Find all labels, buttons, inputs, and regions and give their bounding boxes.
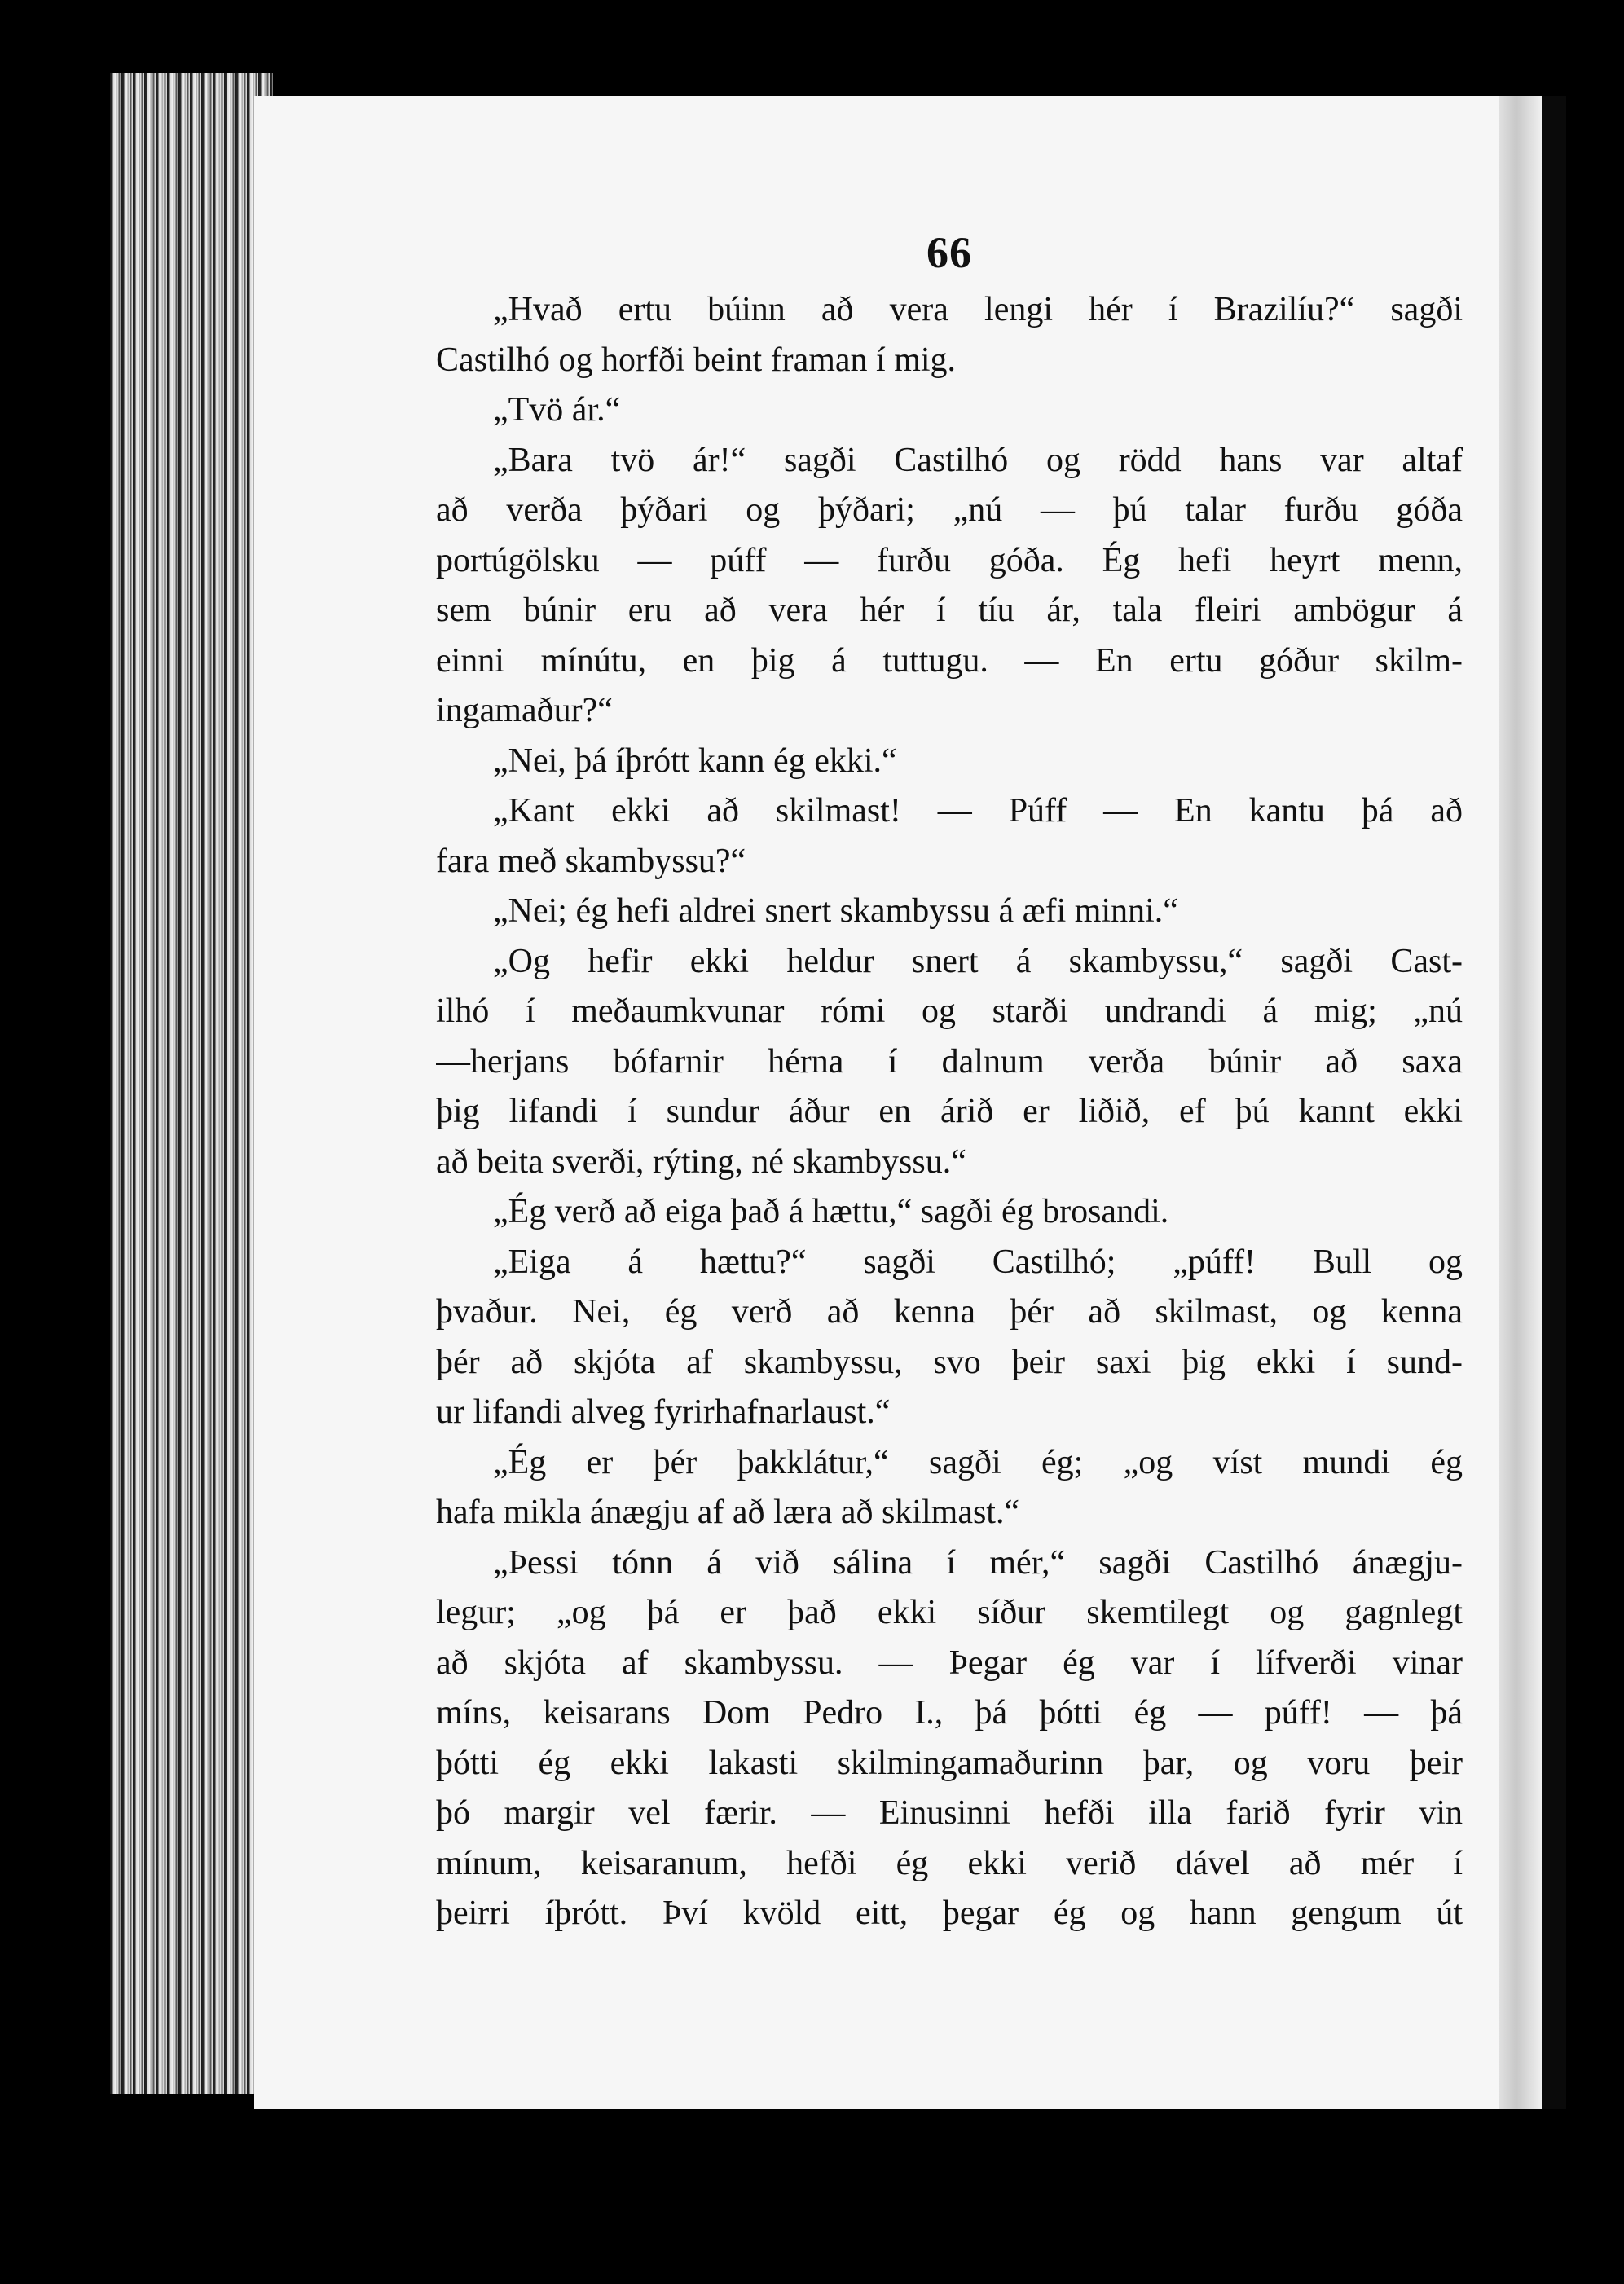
text-line: ilhó í meðaumkvunar rómi og starði undrandi á mig; „nú bbox=[436, 992, 1463, 1030]
text-line: að verða þýðari og þýðari; „nú — þú talar furðu góða bbox=[436, 491, 1463, 529]
text-line: einni mínútu, en þig á tuttugu. — En ertu góður skilm- bbox=[436, 641, 1463, 680]
text-line: „Þessi tónn á við sálina í mér,“ sagði Castilhó ánægju- bbox=[493, 1543, 1463, 1582]
page-right-edge bbox=[1499, 96, 1542, 2109]
text-line: legur; „og þá er það ekki síður skemtilegt og gagnlegt bbox=[436, 1594, 1463, 1631]
text-line: mínum, keisaranum, hefði ég ekki verið dável að mér í bbox=[436, 1844, 1463, 1882]
text-line: „Tvö ár.“ bbox=[493, 391, 621, 429]
text-line: þig lifandi í sundur áður en árið er liðið, ef þú kannt ekki bbox=[436, 1093, 1463, 1130]
text-line: „Kant ekki að skilmast! — Púff — En kantu þá að bbox=[493, 792, 1463, 830]
text-line: „Ég verð að eiga það á hættu,“ sagði ég brosandi. bbox=[493, 1193, 1169, 1230]
text-line: þótti ég ekki lakasti skilmingamaðurinn þar, og voru þeir bbox=[436, 1744, 1463, 1782]
text-line: Castilhó og horfði beint framan í mig. bbox=[436, 341, 957, 379]
text-line: portúgölsku — púff — furðu góða. Ég hefi heyrt menn, bbox=[436, 541, 1463, 579]
text-line: „Eiga á hættu?“ sagði Castilhó; „púff! Bull og bbox=[493, 1243, 1463, 1281]
text-line: þér að skjóta af skambyssu, svo þeir saxi þig ekki í sund- bbox=[436, 1343, 1463, 1381]
text-line: „Hvað ertu búinn að vera lengi hér í Brazilíu?“ sagði bbox=[493, 291, 1463, 328]
body-text bbox=[436, 285, 1463, 1939]
text-line: ingamaður?“ bbox=[436, 692, 613, 729]
text-line: þeirri íþrótt. Því kvöld eitt, þegar ég og hann gengum út bbox=[436, 1895, 1463, 1932]
text-line: þvaður. Nei, ég verð að kenna þér að skilmast, og kenna bbox=[436, 1293, 1463, 1331]
text-line: sem búnir eru að vera hér í tíu ár, tala fleiri ambögur á bbox=[436, 592, 1463, 629]
text-line: „Og hefir ekki heldur snert á skambyssu,“ sagði Cast- bbox=[493, 942, 1463, 980]
text-line: „Bara tvö ár!“ sagði Castilhó og rödd hans var altaf bbox=[493, 441, 1463, 479]
text-line: að beita sverði, rýting, né skambyssu.“ bbox=[436, 1142, 966, 1181]
text-line: „Nei, þá íþrótt kann ég ekki.“ bbox=[493, 742, 897, 780]
text-line: —herjans bófarnir hérna í dalnum verða búnir að saxa bbox=[436, 1042, 1463, 1080]
text-line: þó margir vel færir. — Einusinni hefði illa farið fyrir vin bbox=[436, 1794, 1463, 1832]
text-line: „Nei; ég hefi aldrei snert skambyssu á æfi minni.“ bbox=[493, 892, 1178, 930]
stacked-page-edges bbox=[110, 73, 273, 2094]
text-line: míns, keisarans Dom Pedro I., þá þótti ég — púff! — þá bbox=[436, 1694, 1463, 1732]
page-number: 66 bbox=[926, 228, 972, 277]
text-line: „Ég er þér þakklátur,“ sagði ég; „og víst mundi ég bbox=[493, 1443, 1463, 1481]
page-text-block bbox=[436, 228, 1463, 1939]
text-line: ur lifandi alveg fyrirhafnarlaust.“ bbox=[436, 1393, 891, 1431]
text-line: að skjóta af skambyssu. — Þegar ég var í lífverði vinar bbox=[436, 1644, 1463, 1682]
text-line: hafa mikla ánægju af að læra að skilmast.“ bbox=[436, 1494, 1020, 1531]
text-line: fara með skambyssu?“ bbox=[436, 842, 746, 880]
binding-shadow bbox=[1542, 96, 1566, 2109]
